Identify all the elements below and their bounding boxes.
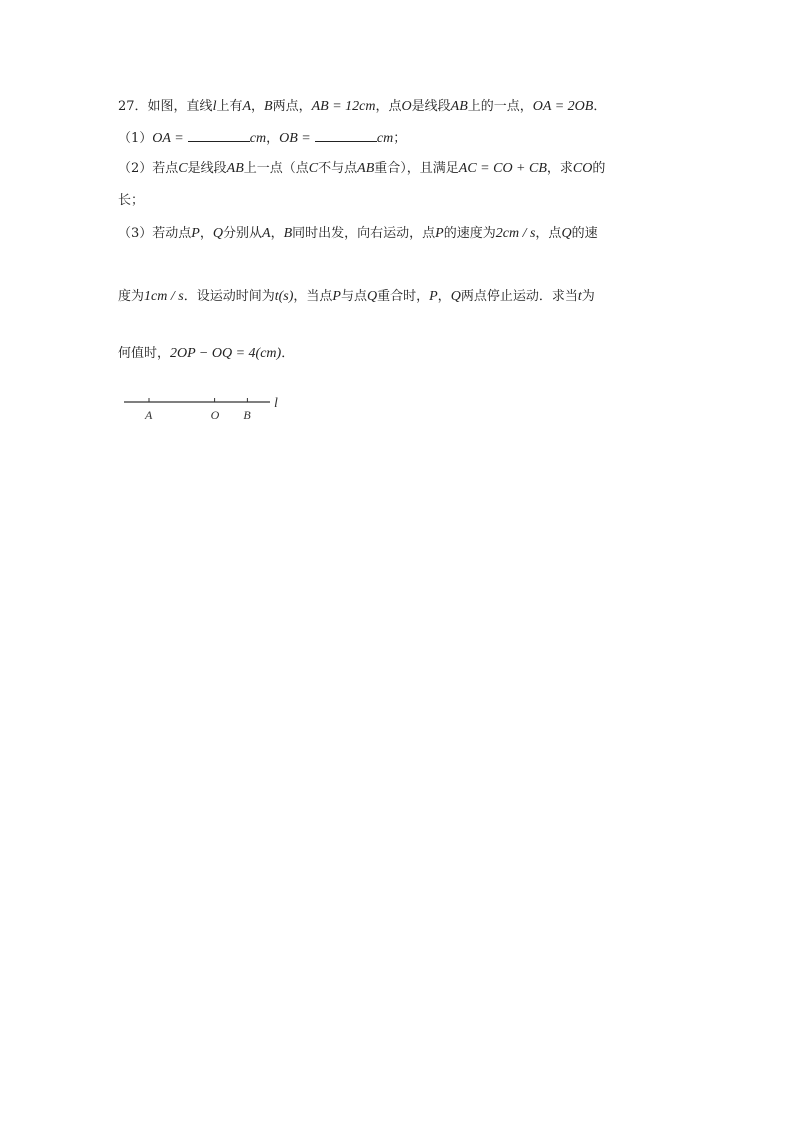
number-line-figure xyxy=(118,390,298,426)
part-3-line-3: 何值时，2OP − OQ = 4(cm)． xyxy=(118,346,295,361)
part-3-label: （3） xyxy=(118,226,153,241)
part-1: （1）OA = cm，OB = cm； xyxy=(118,131,407,146)
problem-intro: 27．如图，直线l上有A，B两点，AB = 12cm，点O是线段AB上的一点，OA = 2OB． xyxy=(118,99,607,114)
line-l-label: l xyxy=(274,396,278,411)
point-label-o: O xyxy=(210,408,220,422)
point-label-b: B xyxy=(243,408,251,422)
part-2-label: （2） xyxy=(118,161,153,176)
part-1-label: （1） xyxy=(118,131,153,146)
answer-blank-ob[interactable] xyxy=(315,129,377,142)
part-2: （2）若点C是线段AB上一点（点C不与点AB重合），且满足AC = CO + CB，求CO的 xyxy=(118,161,606,176)
part-3-line-2: 度为1cm / s．设运动时间为t(s)，当点P与点Q重合时，P，Q两点停止运动．求当t为 xyxy=(118,289,595,304)
point-label-a: A xyxy=(145,408,153,422)
part-2-continued: 长； xyxy=(118,193,145,208)
problem-number: 27． xyxy=(118,99,148,114)
part-3: （3）若动点P，Q分别从A，B同时出发，向右运动，点P的速度为2cm / s，点Q的速 xyxy=(118,226,598,241)
answer-blank-oa[interactable] xyxy=(188,129,250,142)
